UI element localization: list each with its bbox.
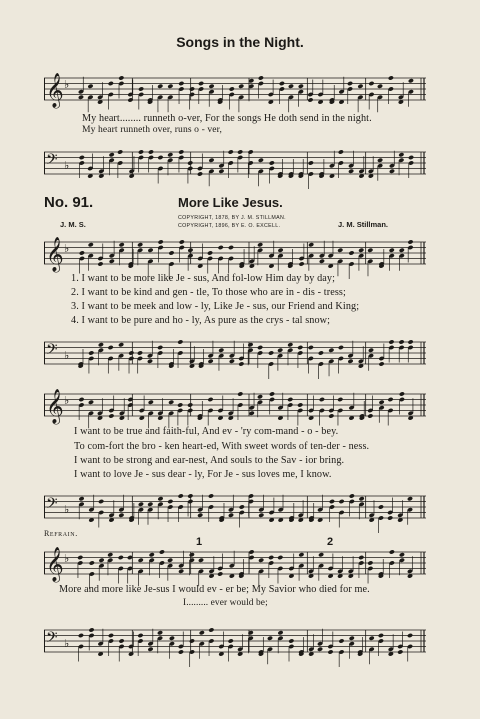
svg-text:♭: ♭	[64, 242, 70, 255]
verse2-line1: 2. I want to be kind and gen - tle, To those who are in - dis - tress;	[71, 287, 346, 298]
svg-text:♭: ♭	[64, 552, 70, 565]
svg-text:𝄞: 𝄞	[46, 237, 64, 272]
svg-text:𝄢: 𝄢	[46, 629, 58, 650]
svg-text:𝄢: 𝄢	[46, 341, 58, 362]
svg-text:𝄞: 𝄞	[46, 547, 64, 582]
system2-treble-staff	[44, 388, 426, 422]
system2-bass-staff	[44, 490, 426, 524]
svg-text:♭: ♭	[64, 637, 70, 650]
verse1-line1: 1. I want to be more like Je - sus, And fol-low Him day by day;	[71, 273, 336, 284]
hymn-title: More Like Jesus.	[178, 195, 283, 210]
verse4-line1: 4. I want to be pure and ho - ly, As pure as the crys - tal snow;	[71, 315, 331, 326]
verse1-line2: I want to be true and faith-ful, And ev - 'ry com-mand - o - bey.	[74, 426, 339, 437]
svg-text:𝄞: 𝄞	[46, 389, 64, 424]
svg-text:♭: ♭	[64, 394, 70, 407]
refrain-lyric-line-2: I......... ever would be;	[183, 598, 268, 608]
copyright-line-2: COPYRIGHT, 1896, BY E. O. EXCELL.	[178, 223, 281, 229]
second-ending-number: 2	[327, 536, 334, 548]
svg-text:♭: ♭	[64, 159, 70, 172]
hymn-number: No. 91.	[44, 194, 94, 211]
system1-bass-staff	[44, 336, 426, 370]
svg-text:𝄢: 𝄢	[46, 495, 58, 516]
top-bass-staff	[44, 146, 426, 180]
refrain-label: Refrain.	[44, 529, 78, 538]
svg-text:♭: ♭	[64, 349, 70, 362]
svg-text:♭: ♭	[64, 78, 70, 91]
verse2-line2: To com-fort the bro - ken heart-ed, With sweet words of ten-der - ness.	[74, 441, 370, 452]
system1-treble-staff	[44, 236, 426, 270]
top-lyric-line-1: My heart........ runneth o-ver, For the songs He doth send in the night.	[82, 113, 372, 124]
first-ending-number: 1	[196, 536, 203, 548]
refrain-lyric-line-1: More and more like Je-sus I would ev - er be; My Savior who died for me.	[59, 584, 370, 595]
svg-text:𝄞: 𝄞	[46, 73, 64, 108]
verse4-line2: I want to love Je - sus dear - ly, For Je - sus loves me, I know.	[74, 469, 332, 480]
verse3-line1: 3. I want to be meek and low - ly, Like Je - sus, our Friend and King;	[71, 301, 360, 312]
top-treble-staff	[44, 72, 426, 106]
verse3-line2: I want to be strong and ear-nest, And souls to the Sav - ior bring.	[74, 455, 345, 466]
copyright-line-1: COPYRIGHT, 1878, BY J. M. STILLMAN.	[178, 215, 286, 221]
composer-name: J. M. Stillman.	[338, 220, 389, 229]
author-initials: J. M. S.	[60, 220, 86, 229]
top-song-title: Songs in the Night.	[176, 34, 304, 50]
top-lyric-line-2: My heart runneth over, runs o - ver,	[82, 124, 223, 135]
system3-bass-staff	[44, 624, 426, 658]
svg-text:♭: ♭	[64, 503, 70, 516]
svg-text:𝄢: 𝄢	[46, 151, 58, 172]
system3-treble-staff	[44, 546, 426, 580]
